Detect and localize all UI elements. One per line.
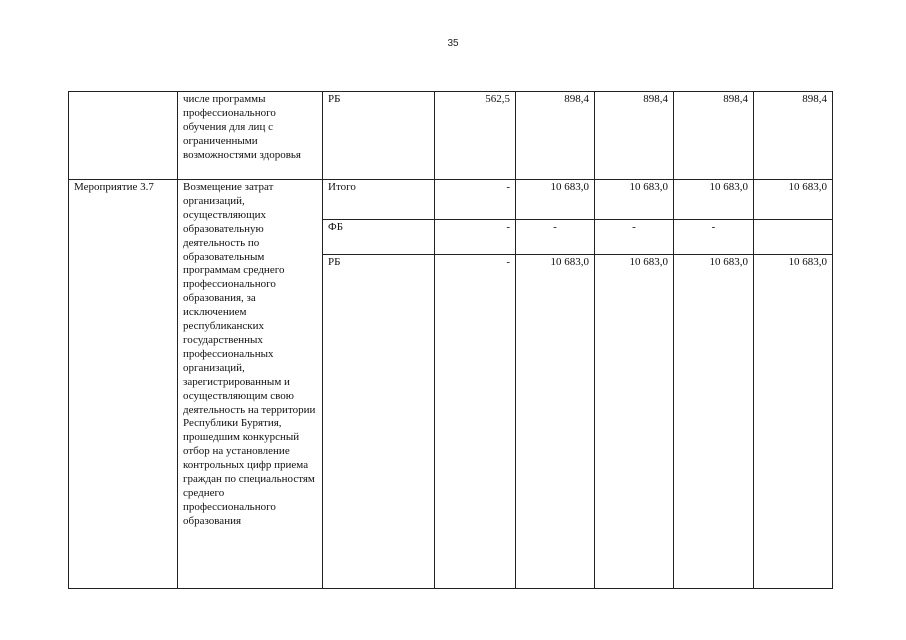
- value-cell: [754, 220, 833, 255]
- value-cell: -: [435, 255, 516, 589]
- measure-name-cell: Мероприятие 3.7: [69, 180, 178, 589]
- value-cell: -: [435, 180, 516, 220]
- value-cell: 10 683,0: [674, 180, 754, 220]
- value-cell: 10 683,0: [516, 180, 595, 220]
- funding-source-cell: ФБ: [323, 220, 435, 255]
- value-cell: 898,4: [674, 92, 754, 180]
- table-row: [69, 180, 833, 220]
- value-cell: 10 683,0: [754, 180, 833, 220]
- value-cell: 10 683,0: [595, 255, 674, 589]
- value-cell: -: [516, 220, 595, 255]
- value-cell: 10 683,0: [595, 180, 674, 220]
- value-cell: 10 683,0: [674, 255, 754, 589]
- page-number: 35: [447, 38, 459, 49]
- budget-table: [68, 91, 833, 589]
- measure-name-cell: [69, 92, 178, 180]
- measure-description-cell: числе программы профессионального обучения для лиц с ограниченными возможностями здоровья: [178, 92, 323, 180]
- table-row: [69, 92, 833, 180]
- measure-description-cell: Возмещение затрат организаций, осуществляющих образовательную деятельность по образовательным программам среднего профессионального образования, за исключением республиканских государственных профессиональных организаций, зарегистрированным и осуществляющим свою деятельность на территории Республики Бурятия, прошедшим конкурсный отбор на установление контрольных цифр приема граждан по специальностям среднего профессионального образования: [178, 180, 323, 589]
- value-cell: 898,4: [754, 92, 833, 180]
- value-cell: 562,5: [435, 92, 516, 180]
- funding-source-cell: РБ: [323, 255, 435, 589]
- funding-source-cell: Итого: [323, 180, 435, 220]
- value-cell: -: [435, 220, 516, 255]
- value-cell: -: [674, 220, 754, 255]
- funding-source-cell: РБ: [323, 92, 435, 180]
- value-cell: 10 683,0: [754, 255, 833, 589]
- value-cell: 10 683,0: [516, 255, 595, 589]
- value-cell: 898,4: [516, 92, 595, 180]
- value-cell: -: [595, 220, 674, 255]
- value-cell: 898,4: [595, 92, 674, 180]
